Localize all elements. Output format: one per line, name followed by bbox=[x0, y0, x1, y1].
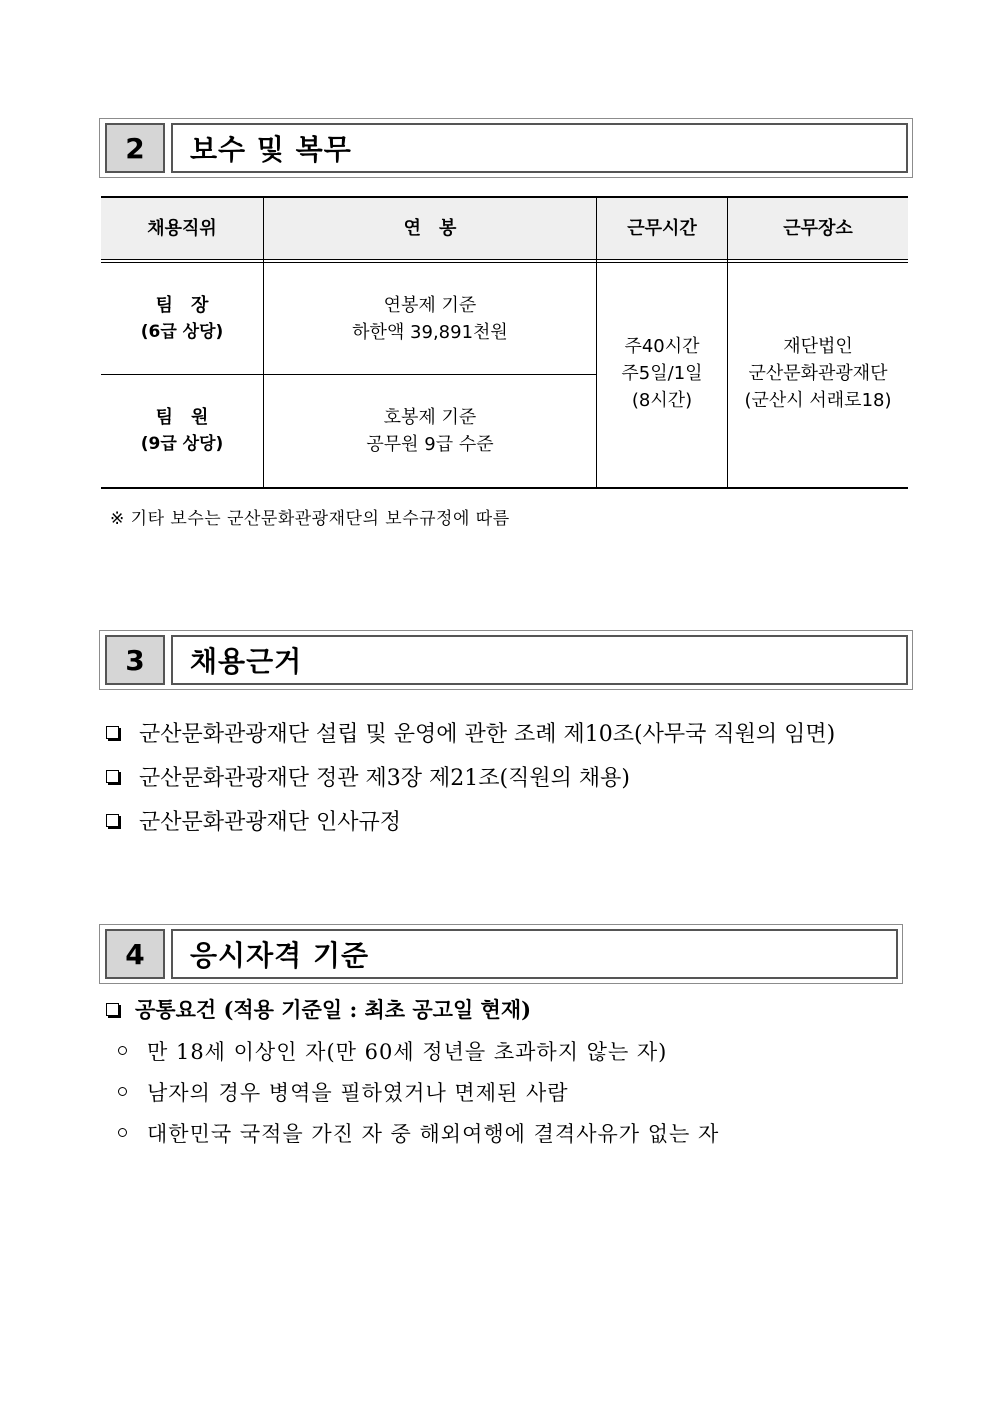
section-4-title: 응시자격 기준 bbox=[171, 929, 898, 979]
work-place-address: (군산시 서래로18) bbox=[744, 389, 892, 411]
eligibility-item: 만 18세 이상인 자(만 60세 정년을 초과하지 않는 자) bbox=[147, 1039, 668, 1064]
list-item bbox=[104, 710, 835, 754]
legal-basis-item: 군산문화관광재단 설립 및 운영에 관한 조례 제10조(사무국 직원의 임면) bbox=[139, 721, 836, 747]
row2-position-title: 팀 원 bbox=[155, 407, 209, 428]
circle-bullet-icon bbox=[118, 1087, 127, 1096]
header-position: 채용직위 bbox=[147, 218, 217, 239]
circle-bullet-icon bbox=[118, 1046, 127, 1055]
work-hours-weekly: 주40시간 bbox=[624, 335, 700, 357]
row2-salary-type: 호봉제 기준 bbox=[383, 407, 477, 428]
work-place-name: 군산문화관광재단 bbox=[748, 362, 888, 384]
checkbox-bullet-icon bbox=[106, 1003, 119, 1016]
legal-basis-item: 군산문화관광재단 인사규정 bbox=[139, 809, 402, 835]
eligibility-list bbox=[104, 988, 719, 1153]
row1-position-title: 팀 장 bbox=[155, 294, 209, 316]
circle-bullet-icon bbox=[118, 1128, 127, 1137]
header-salary: 연 봉 bbox=[403, 218, 457, 239]
work-hours-cell bbox=[597, 263, 727, 487]
section-3-header bbox=[99, 630, 913, 690]
row2-position-grade: (9급 상당) bbox=[140, 434, 224, 454]
row2-position bbox=[101, 375, 263, 487]
work-place-cell bbox=[728, 263, 908, 487]
list-item bbox=[104, 754, 835, 798]
work-hours-daily: (8시간) bbox=[631, 389, 693, 411]
row1-salary-amount: 하한액 39,891천원 bbox=[352, 321, 508, 343]
list-item bbox=[104, 1030, 719, 1071]
section-2-header bbox=[99, 118, 913, 178]
checkbox-bullet-icon bbox=[106, 726, 119, 739]
section-2-title: 보수 및 복무 bbox=[171, 123, 908, 173]
work-hours-days: 주5일/1일 bbox=[621, 362, 703, 384]
section-2-number: 2 bbox=[105, 123, 165, 173]
salary-note: ※ 기타 보수는 군산문화관광재단의 보수규정에 따름 bbox=[110, 509, 510, 529]
work-place-type: 재단법인 bbox=[783, 335, 853, 357]
legal-basis-list bbox=[104, 710, 835, 842]
row1-position bbox=[101, 263, 263, 374]
checkbox-bullet-icon bbox=[106, 770, 119, 783]
row1-salary-type: 연봉제 기준 bbox=[383, 294, 477, 316]
header-place: 근무장소 bbox=[783, 218, 853, 239]
row1-position-grade: (6급 상당) bbox=[140, 321, 224, 342]
legal-basis-item: 군산문화관광재단 정관 제3장 제21조(직원의 채용) bbox=[139, 765, 630, 791]
section-3-number: 3 bbox=[105, 635, 165, 685]
eligibility-heading: 공통요건 (적용 기준일 : 최초 공고일 현재) bbox=[135, 997, 532, 1022]
eligibility-item: 남자의 경우 병역을 필하였거나 면제된 사람 bbox=[147, 1080, 569, 1105]
list-item bbox=[104, 1071, 719, 1112]
row2-salary bbox=[264, 375, 596, 487]
eligibility-item: 대한민국 국적을 가진 자 중 해외여행에 결격사유가 없는 자 bbox=[147, 1121, 720, 1146]
section-3-title: 채용근거 bbox=[171, 635, 908, 685]
row1-salary bbox=[264, 263, 596, 374]
header-hours: 근무시간 bbox=[627, 218, 697, 239]
checkbox-bullet-icon bbox=[106, 814, 119, 827]
eligibility-heading-row bbox=[104, 988, 719, 1030]
list-item bbox=[104, 798, 835, 842]
row2-salary-amount: 공무원 9급 수준 bbox=[366, 434, 494, 455]
section-4-number: 4 bbox=[105, 929, 165, 979]
list-item bbox=[104, 1112, 719, 1153]
section-4-header bbox=[99, 924, 903, 984]
